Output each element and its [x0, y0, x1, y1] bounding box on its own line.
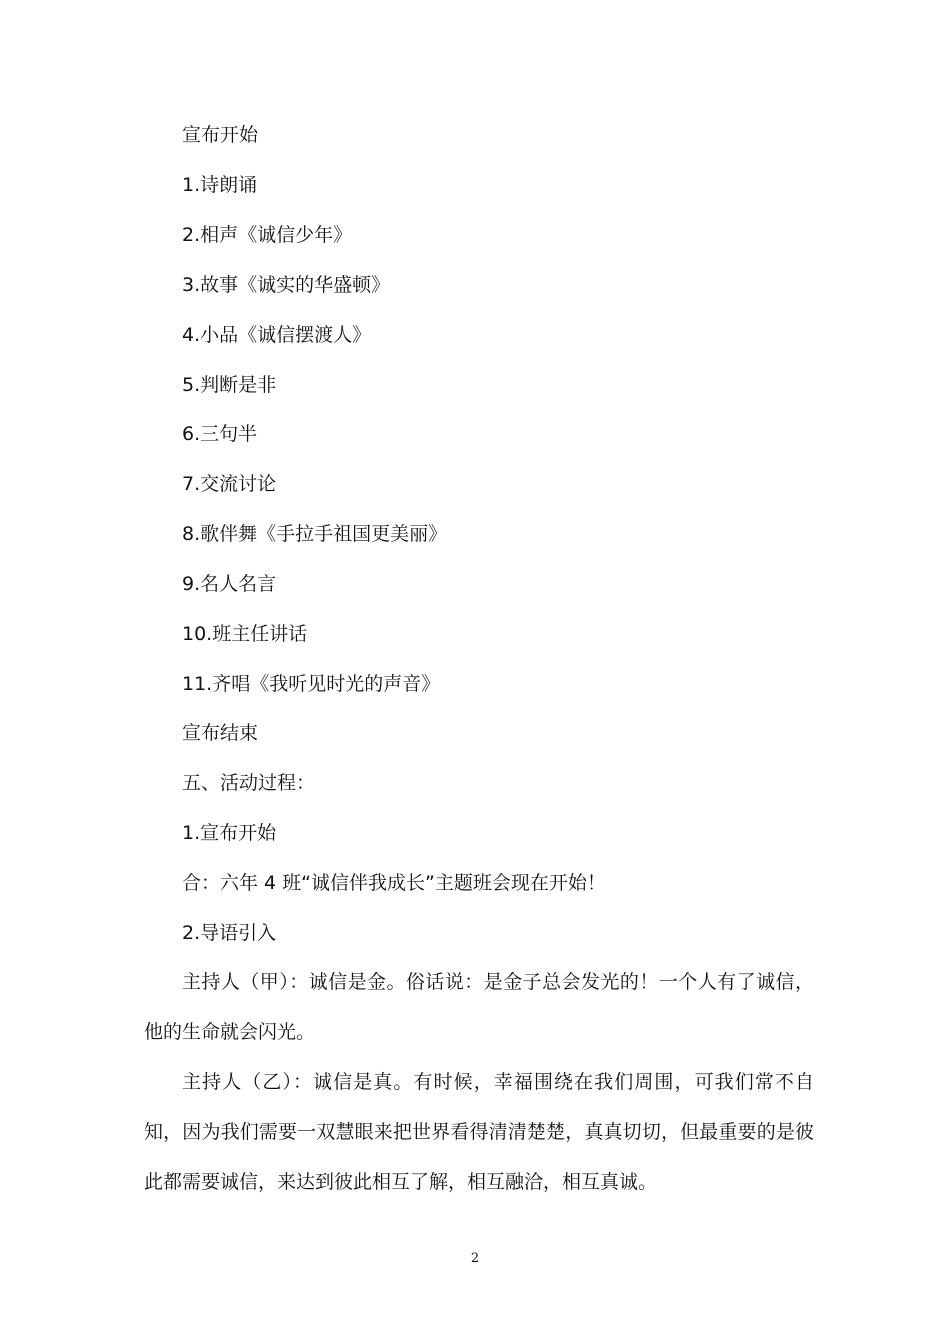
program-line: 6.三句半: [182, 423, 258, 445]
step-heading: 1.宣布开始: [182, 822, 277, 844]
program-line: 5.判断是非: [182, 374, 277, 396]
program-line: 宣布开始: [182, 124, 259, 146]
page-number: 2: [470, 1251, 480, 1266]
program-line: 7.交流讨论: [182, 473, 277, 495]
program-line: 11.齐唱《我听见时光的声音》: [182, 673, 441, 695]
program-line: 4.小品《诚信摆渡人》: [182, 324, 372, 346]
program-line: 8.歌伴舞《手拉手祖国更美丽》: [182, 523, 448, 545]
host-b-paragraph: 主持人（乙）：诚信是真。有时候，幸福围绕在我们周围，可我们常不自知，因为我们需要一双慧眼来把世界看得清清楚楚，真真切切，但最重要的是彼此都需要诚信，来达到彼此相互了解，相互融洽，相互真诚。: [144, 1071, 814, 1193]
section-heading: 五、活动过程：: [182, 772, 316, 794]
program-line: 2.相声《诚信少年》: [182, 224, 353, 246]
step-heading: 2.导语引入: [182, 922, 277, 944]
program-line: 宣布结束: [182, 722, 259, 744]
program-line: 9.名人名言: [182, 573, 277, 595]
announcement-line: 合：六年 4 班“诚信伴我成长”主题班会现在开始！: [182, 872, 606, 894]
host-a-paragraph: 主持人（甲）：诚信是金。俗话说：是金子总会发光的！一个人有了诚信，他的生命就会闪光。: [144, 971, 814, 1043]
program-line: 10.班主任讲话: [182, 623, 308, 645]
program-line: 1.诗朗诵: [182, 174, 258, 196]
program-line: 3.故事《诚实的华盛顿》: [182, 274, 391, 296]
